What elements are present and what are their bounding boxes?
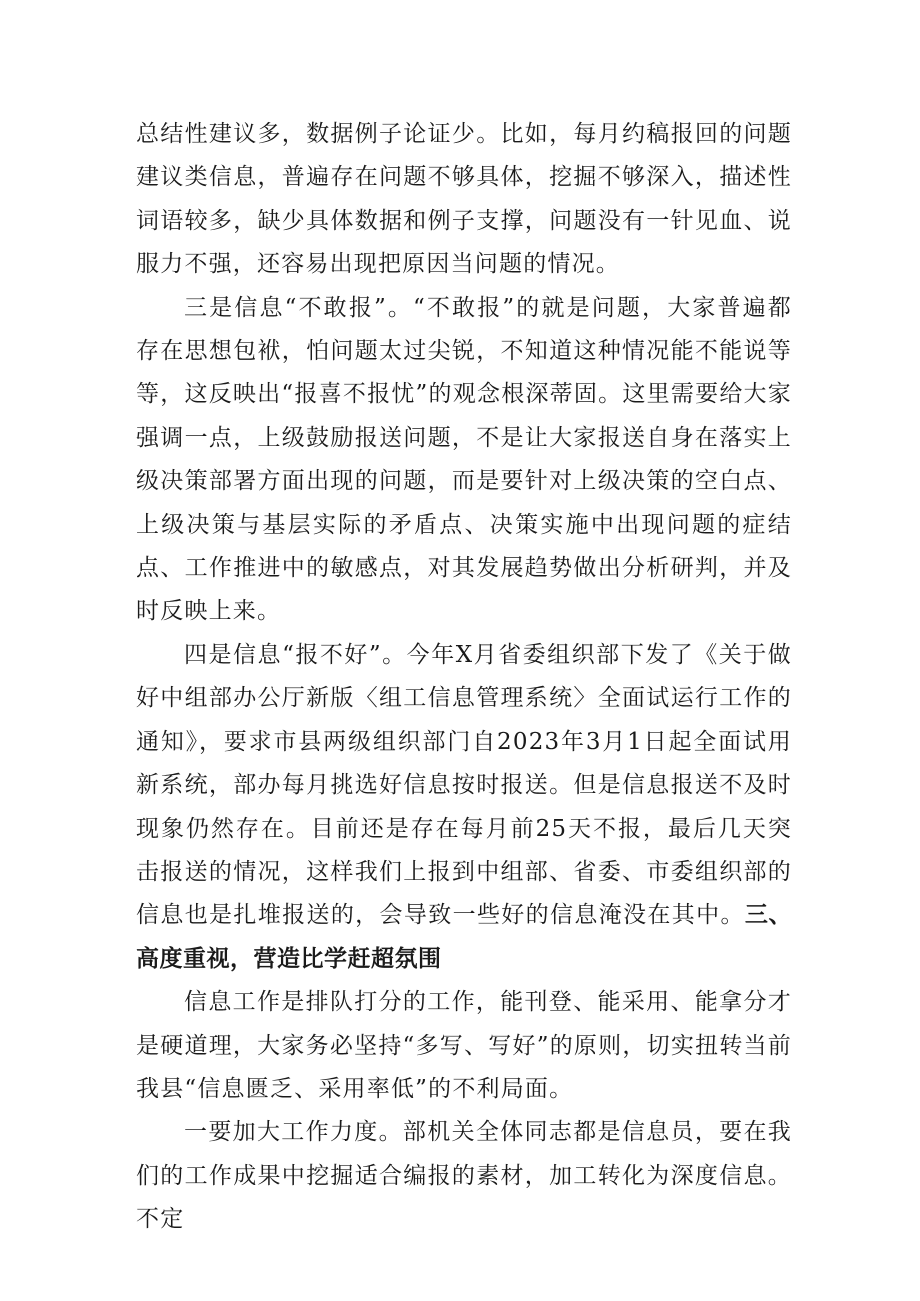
paragraph-increase-effort: 一要加大工作力度。部机关全体同志都是信息员，要在我们的工作成果中挖掘适合编报的素材，加工转化为深度信息。不定 xyxy=(136,1119,792,1233)
paragraph-ranking-work: 信息工作是排队打分的工作，能刊登、能采用、能拿分才是硬道理，大家务必坚持“多写、写好”的原则，切实扭转当前我县“信息匮乏、采用率低”的不利局面。 xyxy=(136,989,792,1102)
paragraph-report-poorly-text: 四是信息“报不好”。今年X月省委组织部下发了《关于做好中组部办公厅新版〈组工信息管理系统〉全面试运行工作的通知》，要求市县两级组织部门自2023年3月1日起全面试用新系统，部办每月挑选好信息按时报送。但是信息报送不及时现象仍然存在。目前还是存在每月前25天不报，最后几天突击报送的情况，这样我们上报到中组部、省委、市委组织部的信息也是扎堆报送的，会导致一些好的信息淹没在其中。 xyxy=(136,641,792,929)
paragraph-dare-not-report: 三是信息“不敢报”。“不敢报”的就是问题，大家普遍都存在思想包袱，怕问题太过尖锐，不知道这种情况能不能说等等，这反映出“报喜不报忧”的观念根深蒂固。这里需要给大家强调一点，上级鼓励报送问题，不是让大家报送自身在落实上级决策部署方面出现的问题，而是要针对上级决策的空白点、上级决策与基层实际的矛盾点、决策实施中出现问题的症结点、工作推进中的敏感点，对其发展趋势做出分析研判，并及时反映上来。 xyxy=(136,294,792,625)
paragraph-report-poorly xyxy=(136,634,792,981)
paragraph-summary-suggestions: 总结性建议多，数据例子论证少。比如，每月约稿报回的问题建议类信息，普遍存在问题不够具体，挖掘不够深入，描述性词语较多，缺少具体数据和例子支撑，问题没有一针见血、说服力不强，还容易出现把原因当问题的情况。 xyxy=(136,121,792,278)
document-page xyxy=(136,113,792,1242)
section-heading: 三、高度重视，营造比学赶超氛围 xyxy=(136,902,793,972)
